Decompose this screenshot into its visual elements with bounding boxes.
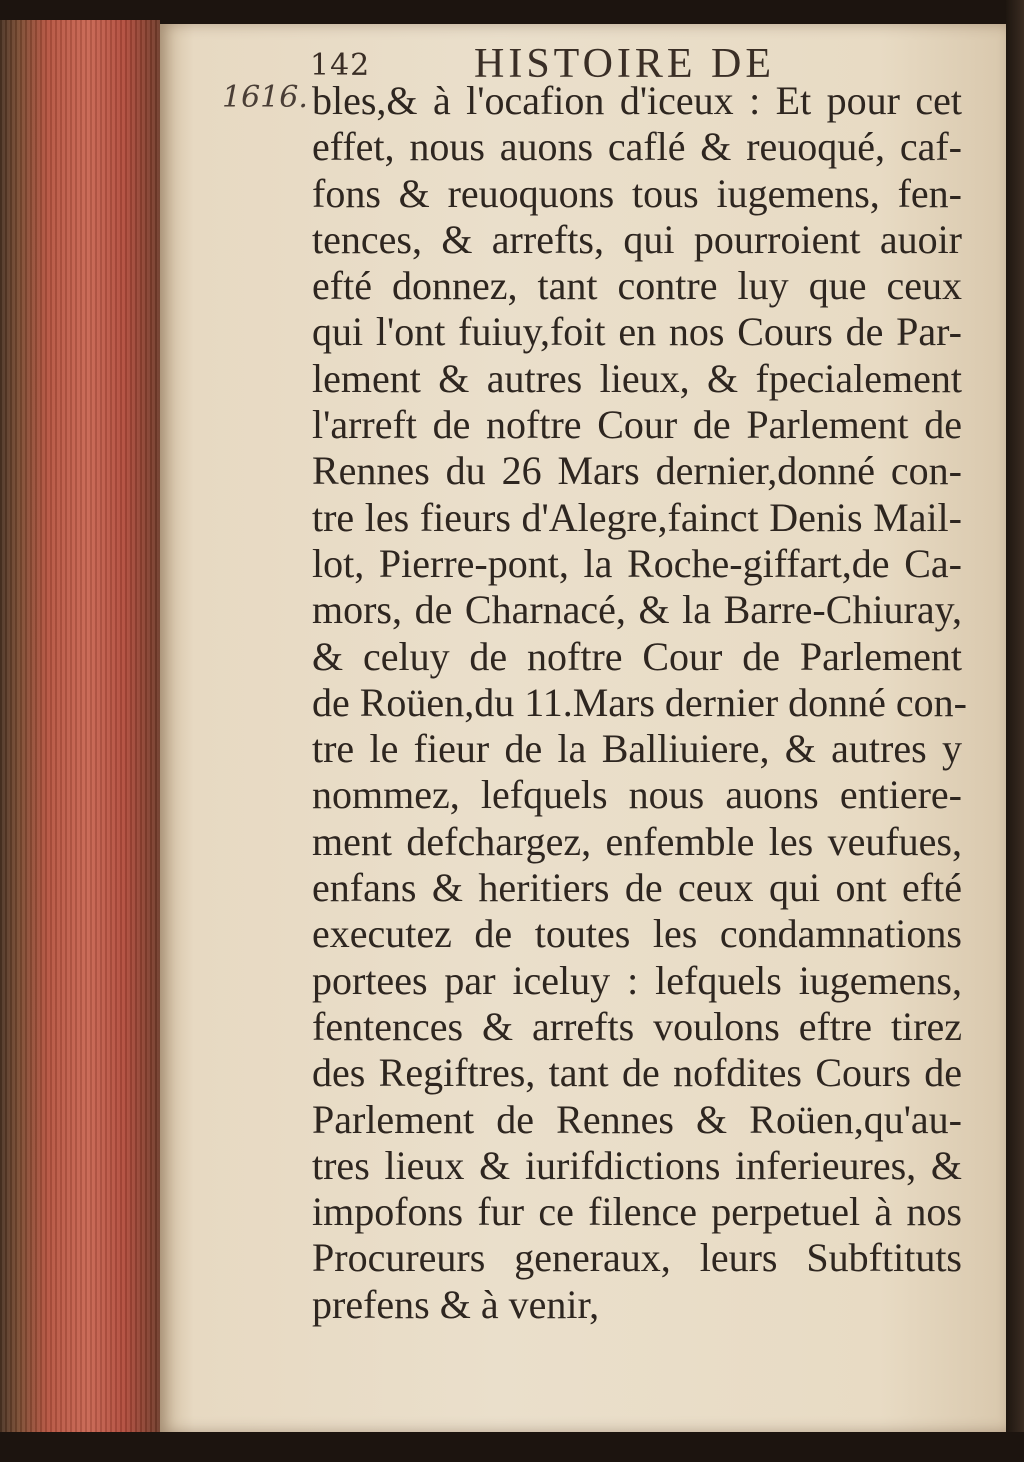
text-line: bles,& à l'ocafion d'iceux : Et pour cet [312, 78, 962, 123]
text-line: lot, Pierre-pont, la Roche-giffart,de Ca- [312, 540, 962, 586]
text-line: enfans & heritiers de ceux qui ont efté [312, 865, 962, 911]
text-line: impofons fur ce filence perpetuel à nos [312, 1189, 962, 1235]
text-line: lement & autres lieux, & fpecialement [312, 355, 962, 401]
text-line: executez de toutes les condamnations [312, 911, 962, 957]
text-line: Procureurs generaux, leurs Subftituts [312, 1235, 962, 1281]
text-line: Parlement de Rennes & Roüen,qu'au- [312, 1096, 962, 1142]
page-number: 142 [310, 48, 371, 83]
margin-year-note: 1616. [222, 80, 308, 115]
text-line: tre les fieurs d'Alegre,fainct Denis Mail- [312, 494, 962, 540]
text-line: effet, nous auons caflé & reuoqué, caf- [312, 124, 962, 170]
text-line: & celuy de noftre Cour de Parlement [312, 633, 962, 679]
text-line: qui l'ont fuiuy,foit en nos Cours de Par- [312, 309, 962, 355]
running-head: HISTOIRE DE [474, 41, 776, 87]
text-line: efté donnez, tant contre luy que ceux [312, 263, 962, 309]
text-line: de Roüen,du 11.Mars dernier donné con- [312, 679, 967, 725]
text-line: fons & reuoquons tous iugemens, fen- [312, 170, 962, 216]
right-page-edge [1006, 0, 1024, 1462]
text-line: nommez, lefquels nous auons entiere- [312, 772, 962, 818]
text-line: des Regiftres, tant de nofdites Cours de [312, 1050, 962, 1096]
text-line: portees par iceluy : lefquels iugemens, [312, 957, 962, 1003]
text-line: tre le fieur de la Balliuiere, & autres y [312, 726, 962, 772]
text-line: tres lieux & iurifdictions inferieures, & [312, 1142, 962, 1188]
text-line: ment defchargez, enfemble les veufues, [312, 818, 962, 864]
text-line: fentences & arrefts voulons eftre tirez [312, 1003, 962, 1049]
body-text [312, 78, 967, 1328]
text-line: l'arreft de noftre Cour de Parlement de [312, 402, 962, 448]
text-line: prefens & à venir, [312, 1281, 600, 1327]
bottom-shadow [0, 1432, 1024, 1462]
book-edge [0, 20, 160, 1440]
text-line: mors, de Charnacé, & la Barre-Chiuray, [312, 587, 962, 633]
text-line: tences, & arrefts, qui pourroient auoir [312, 216, 962, 262]
text-line: Rennes du 26 Mars dernier,donné con- [312, 448, 962, 494]
